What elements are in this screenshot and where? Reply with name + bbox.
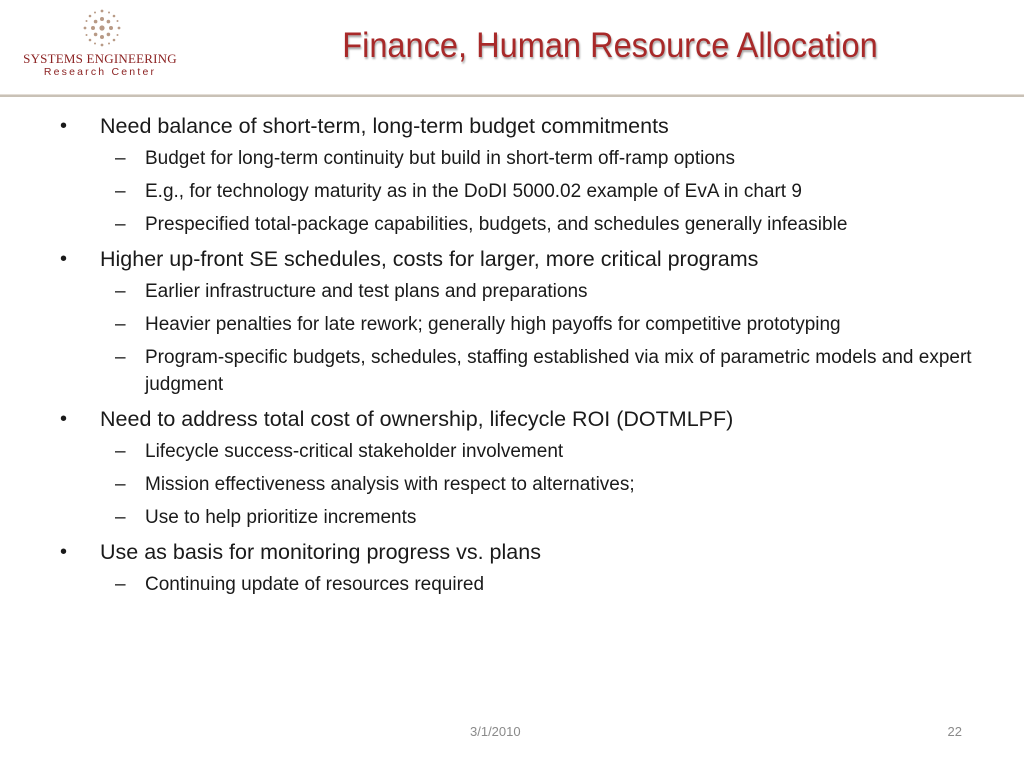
- sub-bullet-item: [115, 211, 978, 238]
- bullet-icon: •: [60, 541, 68, 563]
- starburst-dots-icon: [80, 6, 124, 50]
- dash-icon: –: [115, 281, 126, 302]
- bullet-text: Higher up-front SE schedules, costs for larger, more critical programs: [100, 247, 759, 271]
- dash-icon: –: [115, 314, 126, 335]
- sub-bullet-text: E.g., for technology maturity as in the DoDI 5000.02 example of EvA in chart 9: [145, 181, 802, 202]
- dash-icon: –: [115, 507, 126, 528]
- sub-bullet-item: [115, 145, 978, 172]
- sub-bullet-text: Program-specific budgets, schedules, staffing established via mix of parametric models and expert judgment: [145, 347, 972, 395]
- dash-icon: –: [115, 181, 126, 202]
- sub-bullet-item: [115, 571, 978, 598]
- slide-body: [58, 111, 978, 604]
- slide-title: Finance, Human Resource Allocation: [342, 26, 878, 65]
- dash-icon: –: [115, 441, 126, 462]
- sub-bullet-text: Earlier infrastructure and test plans and preparations: [145, 281, 588, 302]
- sub-bullet-text: Mission effectiveness analysis with respect to alternatives;: [145, 474, 635, 495]
- bullet-item: [58, 244, 978, 274]
- sub-bullet-item: [115, 178, 978, 205]
- bullet-item: [58, 537, 978, 567]
- sub-bullet-text: Lifecycle success-critical stakeholder involvement: [145, 441, 564, 462]
- logo-text-primary: SYSTEMS ENGINEERING: [23, 51, 177, 66]
- header-divider: [0, 94, 1024, 97]
- bullet-item: [58, 111, 978, 141]
- bullet-text: Need balance of short-term, long-term budget commitments: [100, 114, 669, 138]
- sub-bullet-text: Budget for long-term continuity but build in short-term off-ramp options: [145, 148, 735, 169]
- sub-bullet-item: [115, 311, 978, 338]
- sub-bullet-text: Heavier penalties for late rework; generally high payoffs for competitive prototyping: [145, 314, 841, 335]
- bullet-icon: •: [60, 115, 68, 137]
- dash-icon: –: [115, 347, 126, 368]
- sub-bullet-item: [115, 438, 978, 465]
- sub-bullet-text: Use to help prioritize increments: [145, 507, 417, 528]
- logo: [8, 6, 192, 78]
- bullet-icon: •: [60, 248, 68, 270]
- sub-bullet-text: Prespecified total-package capabilities, budgets, and schedules generally infeasible: [145, 214, 848, 235]
- logo-text-secondary: Research Center: [43, 66, 157, 78]
- dash-icon: –: [115, 474, 126, 495]
- bullet-text: Use as basis for monitoring progress vs. plans: [100, 540, 541, 564]
- sub-bullet-item: [115, 504, 978, 531]
- sub-bullet-item: [115, 471, 978, 498]
- dash-icon: –: [115, 214, 126, 235]
- dash-icon: –: [115, 574, 126, 595]
- sub-bullet-item: [115, 344, 978, 398]
- bullet-text: Need to address total cost of ownership, lifecycle ROI (DOTMLPF): [100, 407, 734, 431]
- bullet-icon: •: [60, 408, 68, 430]
- footer-date: 3/1/2010: [470, 724, 521, 739]
- sub-bullet-item: [115, 278, 978, 305]
- dash-icon: –: [115, 148, 126, 169]
- sub-bullet-text: Continuing update of resources required: [145, 574, 485, 595]
- bullet-item: [58, 404, 978, 434]
- page-number: 22: [947, 724, 962, 739]
